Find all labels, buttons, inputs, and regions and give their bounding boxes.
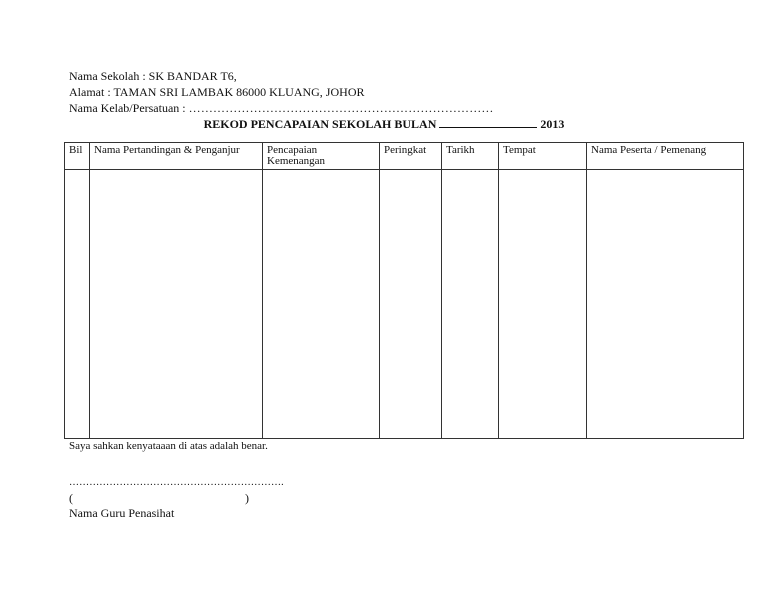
- record-table: [64, 142, 744, 439]
- cell-competition[interactable]: [90, 170, 263, 439]
- advisor-teacher-label: Nama Guru Penasihat: [69, 506, 175, 520]
- table-header-row: [65, 143, 744, 170]
- cell-level[interactable]: [380, 170, 442, 439]
- document-title: [0, 116, 768, 132]
- column-header-date: Tarikh: [442, 143, 499, 170]
- month-blank: [439, 116, 537, 128]
- cell-participant[interactable]: [587, 170, 744, 439]
- title-prefix: REKOD PENCAPAIAN SEKOLAH BULAN: [203, 117, 437, 131]
- name-paren-open: (: [69, 491, 73, 505]
- column-header-venue: Tempat: [499, 143, 587, 170]
- table-row: [65, 170, 744, 439]
- name-paren-close: ): [245, 491, 249, 505]
- column-header-level: Peringkat: [380, 143, 442, 170]
- cell-bil[interactable]: [65, 170, 90, 439]
- cell-venue[interactable]: [499, 170, 587, 439]
- cell-date[interactable]: [442, 170, 499, 439]
- school-address: Alamat : TAMAN SRI LAMBAK 86000 KLUANG, JOHOR: [69, 85, 365, 99]
- cell-achievement[interactable]: [263, 170, 380, 439]
- club-name-fill-dots: …………………………………………………………………: [188, 101, 494, 115]
- signature-line: ……………………………………………………….: [69, 477, 284, 488]
- column-header-participant: Nama Peserta / Pemenang: [587, 143, 744, 170]
- confirmation-statement: Saya sahkan kenyataaan di atas adalah benar.: [69, 440, 268, 452]
- school-name: Nama Sekolah : SK BANDAR T6,: [69, 69, 237, 83]
- column-header-competition: Nama Pertandingan & Penganjur: [90, 143, 263, 170]
- club-name-label: Nama Kelab/Persatuan :: [69, 101, 186, 115]
- column-header-bil: Bil: [65, 143, 90, 170]
- column-header-achievement: Pencapaian Kemenangan: [263, 143, 380, 170]
- club-name-line: [69, 101, 494, 115]
- title-year: 2013: [540, 117, 565, 131]
